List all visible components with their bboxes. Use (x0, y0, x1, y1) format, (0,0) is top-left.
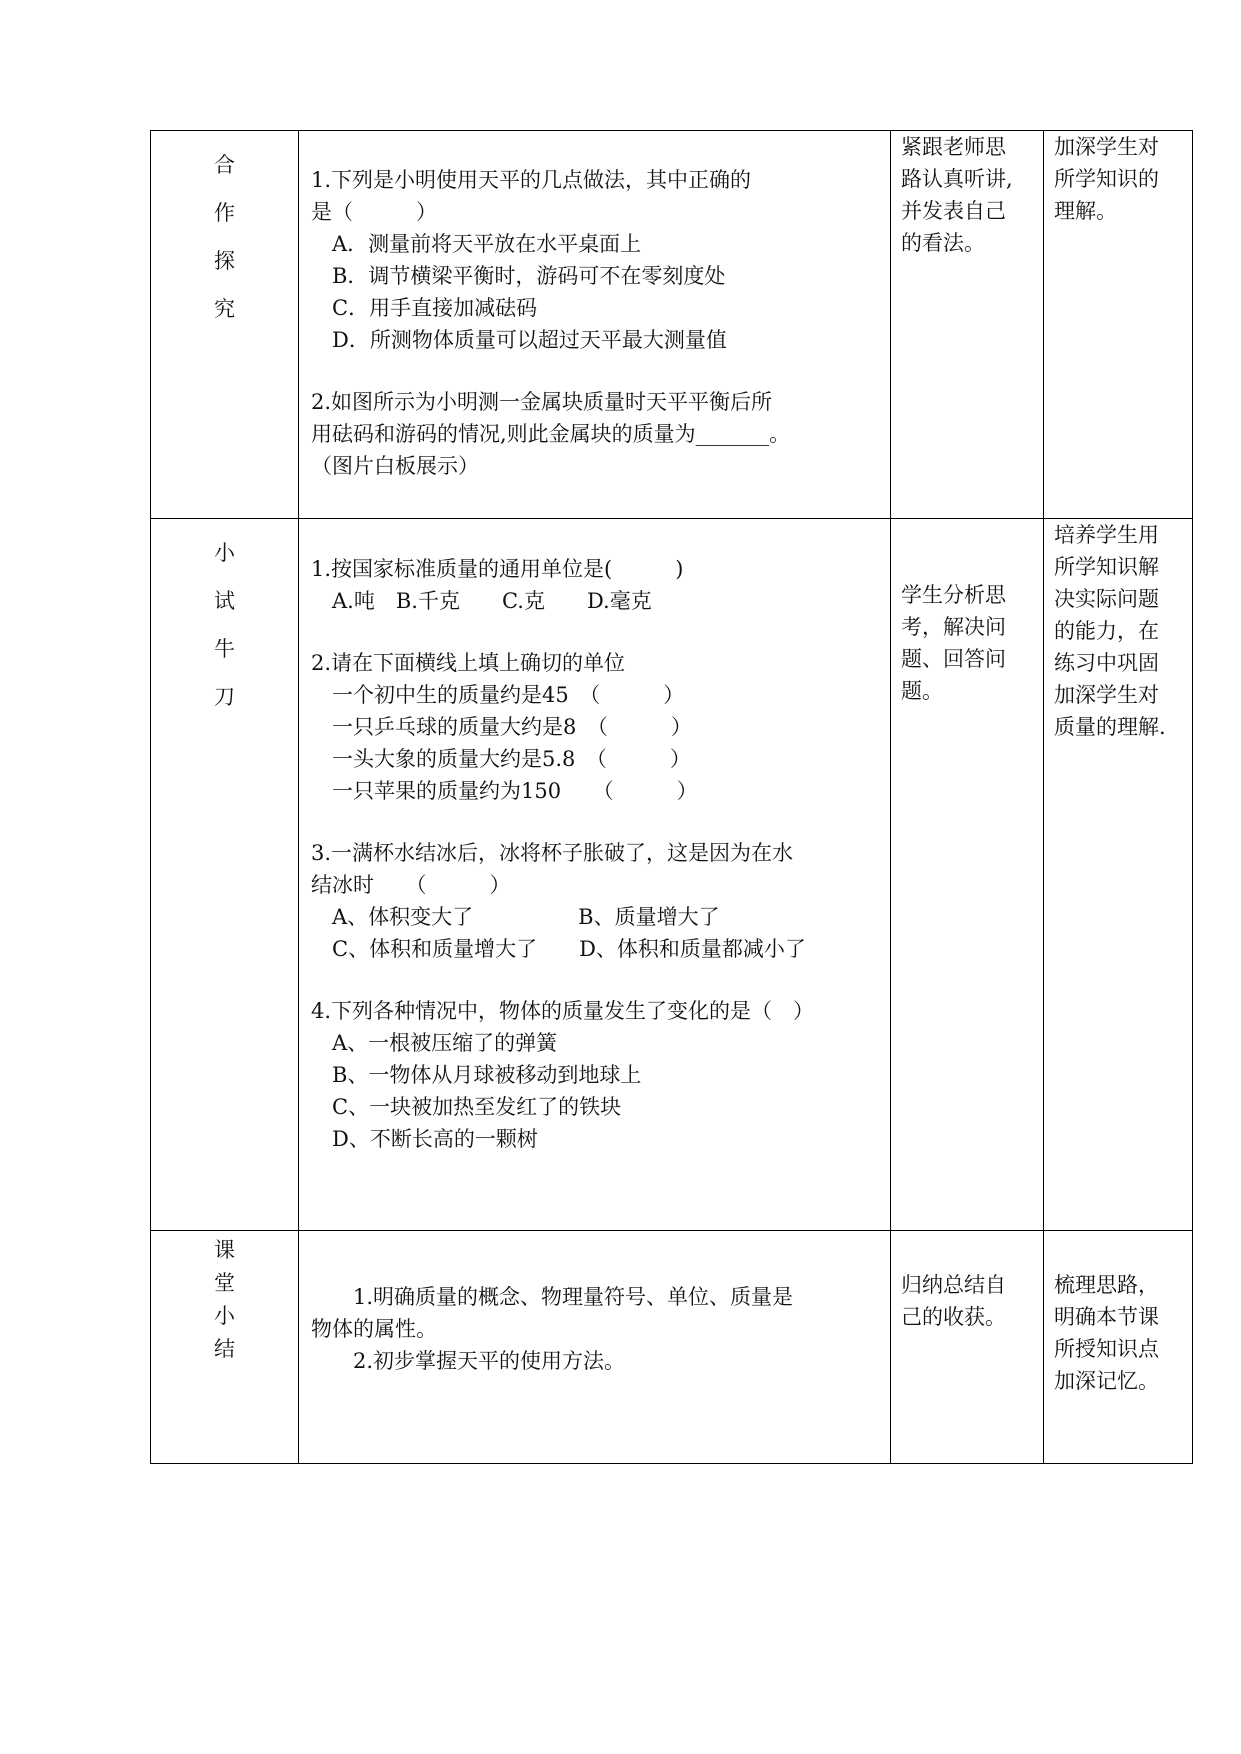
option-line: B．调节横梁平衡时，游码可不在零刻度处 (311, 264, 726, 288)
design-intent-cell: 加深学生对 所学知识的 理解。 (1044, 131, 1193, 519)
spacer (311, 356, 882, 386)
option-line: 一头大象的质量大约是5.8 （ ） (311, 747, 691, 771)
option-line: C．用手直接加减砝码 (311, 296, 538, 320)
option-line: C、一块被加热至发红了的铁块 (311, 1095, 622, 1119)
section-content (299, 519, 891, 1231)
student-activity-cell: 归纳总结自 己的收获。 (891, 1231, 1044, 1464)
summary-line: 2.初步掌握天平的使用方法。 (311, 1349, 626, 1373)
section-practice (151, 519, 1193, 1231)
design-intent-cell: 培养学生用 所学知识解 决实际问题 的能力，在 练习中巩固 加深学生对 质量的理解. (1044, 519, 1193, 1231)
section-content (299, 131, 891, 519)
section-label: 小 试 牛 刀 (214, 541, 235, 709)
section-label-cell (151, 519, 299, 1231)
option-line: A、一根被压缩了的弹簧 (311, 1031, 558, 1055)
option-line: C、体积和质量增大了 D、体积和质量都减小了 (311, 937, 806, 961)
option-line: D、不断长高的一颗树 (311, 1127, 538, 1151)
design-intent-cell: 梳理思路， 明确本节课 所授知识点 加深记忆。 (1044, 1231, 1193, 1464)
section-content (299, 1231, 891, 1464)
spacer (311, 965, 882, 995)
section-label: 课 堂 小 结 (214, 1238, 235, 1361)
question-line: 结冰时 （ ） (311, 873, 511, 897)
section-cooperative-inquiry (151, 131, 1193, 519)
question-line: 1.按国家标准质量的通用单位是( ) (311, 557, 684, 581)
summary-line: 1.明确质量的概念、物理量符号、单位、质量是 (311, 1285, 794, 1309)
student-activity-cell: 学生分析思 考，解决问 题、回答问 题。 (891, 519, 1044, 1231)
option-line: 一只苹果的质量约为150 （ ） (311, 779, 698, 803)
option-line: 一只乒乓球的质量大约是8 （ ） (311, 715, 692, 739)
option-line: B、一物体从月球被移动到地球上 (311, 1063, 642, 1087)
section-label-cell (151, 1231, 299, 1464)
question-line: 1.下列是小明使用天平的几点做法，其中正确的 (311, 168, 752, 192)
section-label-cell (151, 131, 299, 519)
option-line: 一个初中生的质量约是45 （ ） (311, 683, 685, 707)
question-line: 3.一满杯水结冰后，冰将杯子胀破了，这是因为在水 (311, 841, 794, 865)
spacer (311, 617, 882, 647)
option-line: A.吨 B.千克 C.克 D.毫克 (311, 589, 652, 613)
option-line: A、体积变大了 B、质量增大了 (311, 905, 720, 929)
question-line: 用砝码和游码的情况,则此金属块的质量为_______。 (311, 422, 791, 446)
option-line: A．测量前将天平放在水平桌面上 (311, 232, 642, 256)
question-line: （图片白板展示） (311, 454, 479, 478)
lesson-plan-table (150, 130, 1193, 1464)
question-line: 4.下列各种情况中，物体的质量发生了变化的是（ ） (311, 999, 815, 1023)
question-line: 2.如图所示为小明测一金属块质量时天平平衡后所 (311, 390, 773, 414)
spacer (311, 807, 882, 837)
option-line: D．所测物体质量可以超过天平最大测量值 (311, 328, 727, 352)
section-class-summary (151, 1231, 1193, 1464)
student-activity-cell: 紧跟老师思 路认真听讲, 并发表自己 的看法。 (891, 131, 1044, 519)
question-line: 是（ ） (311, 200, 437, 224)
summary-line: 物体的属性。 (311, 1317, 437, 1341)
question-line: 2.请在下面横线上填上确切的单位 (311, 651, 626, 675)
section-label: 合 作 探 究 (214, 153, 235, 321)
